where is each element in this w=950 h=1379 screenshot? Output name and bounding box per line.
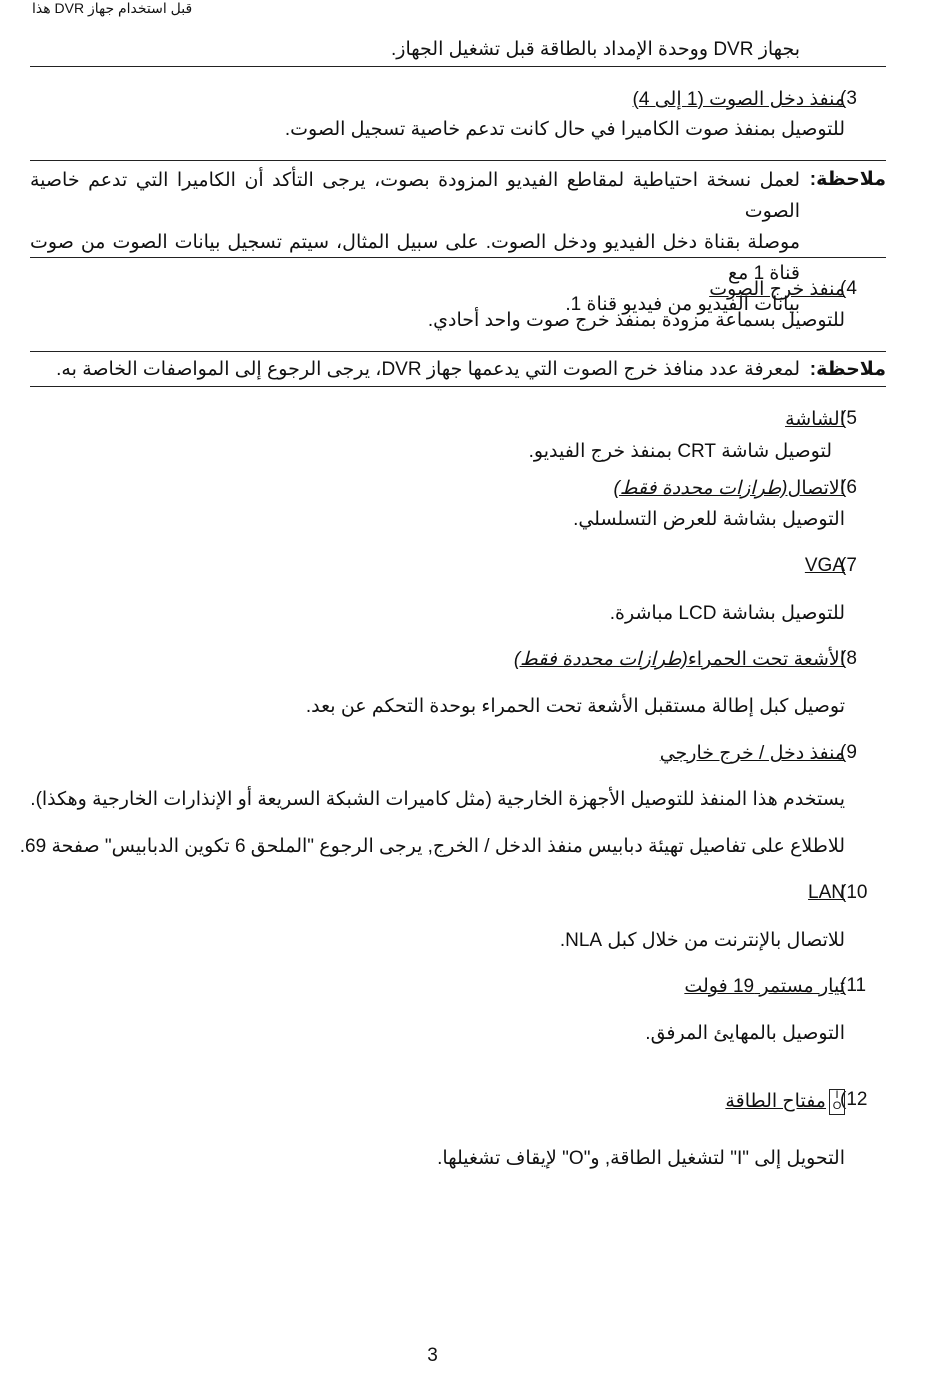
item-title: LAN bbox=[808, 882, 845, 903]
item-number: (11 bbox=[840, 975, 867, 996]
page-header: قبل استخدام جهاز DVR هذا bbox=[32, 0, 193, 16]
item-title: الاتصال(طرازات محددة فقط) bbox=[613, 478, 845, 499]
item-description: للاتصال بالإنترنت من خلال كبل NLA. bbox=[559, 930, 845, 951]
item-description: لتوصيل شاشة CRT بمنفذ خرج الفيديو. bbox=[528, 441, 832, 462]
note-label: ملاحظة: bbox=[809, 169, 886, 190]
intro-line: بجهاز DVR ووحدة الإمداد بالطاقة قبل تشغيل الجهاز. bbox=[391, 39, 800, 60]
divider bbox=[30, 257, 886, 258]
item-description: للتوصيل بشاشة LCD مباشرة. bbox=[609, 603, 845, 624]
item-title: تيار مستمر 19 فولت bbox=[684, 976, 845, 997]
item-number: (10 bbox=[840, 882, 868, 903]
divider bbox=[30, 66, 886, 67]
item-description: يستخدم هذا المنفذ للتوصيل الأجهزة الخارجية (مثل كاميرات الشبكة السريعة أو الإنذارات الخارجية وهكذا). bbox=[30, 789, 845, 810]
item-title: الشاشة bbox=[785, 409, 845, 430]
power-switch-icon: I O bbox=[829, 1089, 845, 1115]
item-number: (8 bbox=[840, 648, 857, 669]
item-title: منفذ خرج الصوت bbox=[709, 279, 845, 300]
item-number: (7 bbox=[840, 555, 857, 576]
note-text: لعمل نسخة احتياطية لمقاطع الفيديو المزودة بصوت، يرجى التأكد أن الكاميرا التي تدعم خاصية الصوت موصلة بقناة دخل الفيديو ودخل الصوت. على سبيل المثال، سيتم تسجيل بيانات الصوت من صوت قناة 1 مع بيانات الفيديو من فيديو قناة 1. bbox=[30, 170, 800, 315]
item-number: (5 bbox=[840, 408, 857, 429]
item-title: منفذ دخل / خرج خارجي bbox=[659, 743, 845, 764]
item-number: (6 bbox=[840, 477, 857, 498]
item-description: للاطلاع على تفاصيل تهيئة دبابيس منفذ الدخل / الخرج, يرجى الرجوع "الملحق 6 تكوين الدبابيس" صفحة 69. bbox=[19, 836, 845, 857]
item-description: للتوصيل بسماعة مزودة بمنفذ خرج صوت واحد أحادي. bbox=[427, 310, 845, 331]
item-number: (12 bbox=[840, 1089, 868, 1110]
divider bbox=[30, 386, 886, 387]
item-title: منفذ دخل الصوت (1 إلى 4) bbox=[632, 89, 845, 110]
item-description: توصيل كبل إطالة مستقبل الأشعة تحت الحمراء بوحدة التحكم عن بعد. bbox=[305, 696, 845, 717]
note-label: ملاحظة: bbox=[809, 359, 886, 380]
divider bbox=[30, 160, 886, 161]
note-text: لمعرفة عدد منافذ خرج الصوت التي يدعمها جهاز DVR، يرجى الرجوع إلى المواصفات الخاصة به. bbox=[56, 359, 800, 380]
item-number: (9 bbox=[840, 742, 857, 763]
item-number: (3 bbox=[840, 88, 857, 109]
item-title: الأشعة تحت الحمراء(طرازات محددة فقط) bbox=[513, 649, 845, 670]
item-description: للتوصيل بمنفذ صوت الكاميرا في حال كانت تدعم خاصية تسجيل الصوت. bbox=[284, 119, 845, 140]
item-title: VGA bbox=[804, 555, 845, 576]
item-description: التوصيل بالمهايئ المرفق. bbox=[645, 1023, 845, 1044]
item-title: I Oمفتاح الطاقة bbox=[725, 1089, 845, 1115]
divider bbox=[30, 351, 886, 352]
item-description: التوصيل بشاشة للعرض التسلسلي. bbox=[573, 509, 845, 530]
page-number: 3 bbox=[427, 1345, 438, 1366]
item-description: التحويل إلى "I" لتشغيل الطاقة, و"O" لإيقاف تشغيلها. bbox=[437, 1148, 845, 1169]
item-number: (4 bbox=[840, 278, 857, 299]
